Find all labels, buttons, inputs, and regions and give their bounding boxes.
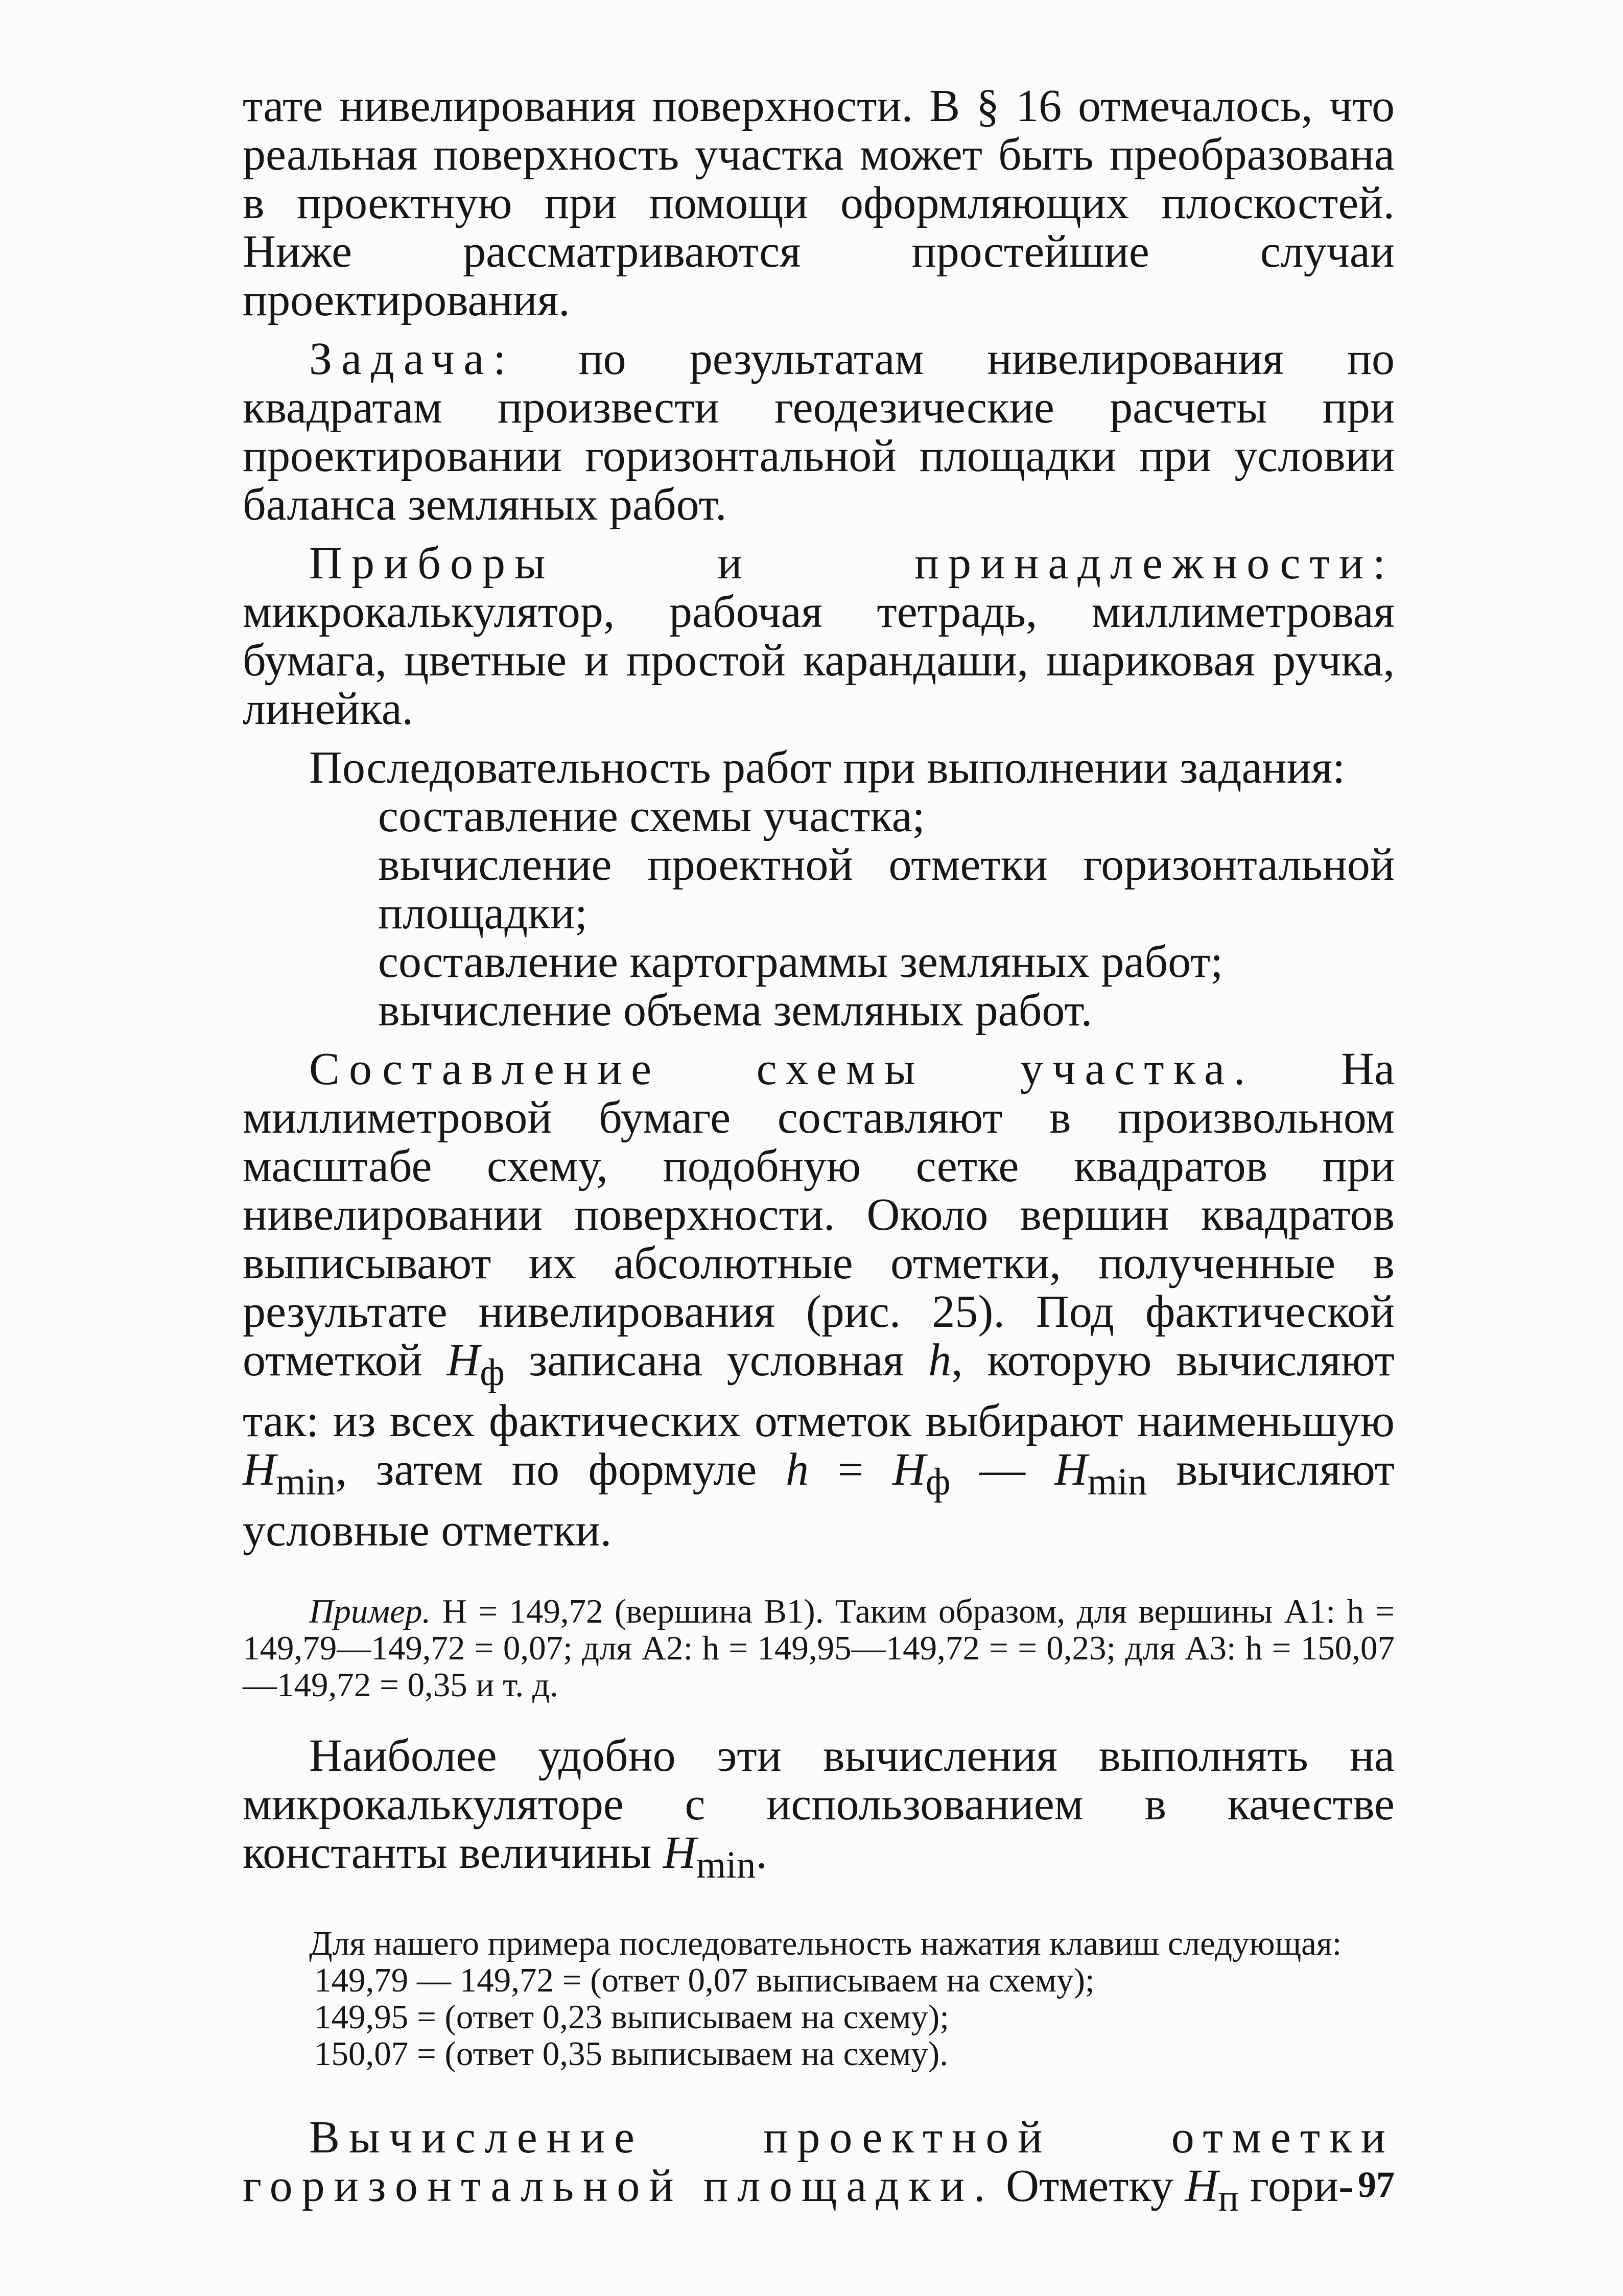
symbol-h-f: H	[446, 1335, 480, 1386]
formula-minus: —	[950, 1444, 1054, 1495]
formula-h: h	[785, 1444, 809, 1495]
scheme-text-5: вычисляют условные отметки.	[243, 1444, 1395, 1556]
task-paragraph	[243, 335, 1395, 529]
tools-text: микрокалькулятор, рабочая тетрадь, миллиметровая бумага, цветные и простой карандаши, шариковая ручка, линейка.	[243, 587, 1395, 734]
calc-end: .	[756, 1828, 767, 1878]
example-paragraph	[243, 1593, 1395, 1703]
scheme-text-2: записана условная	[504, 1335, 929, 1386]
symbol-h-n: H	[1185, 2161, 1218, 2211]
scheme-text-1: На миллиметровой бумаге составляют в произвольном масштабе схему, подобную сетке квадратов при нивелировании поверхности. Около вершин квадратов выписывают их абсолютные отметки, полученные в результате нивелирования (рис. 25). Под фактической отметкой	[243, 1044, 1395, 1386]
tools-label: Приборы и принадлежности:	[309, 538, 1395, 589]
calc-paragraph	[243, 1731, 1395, 1889]
task-label: Задача:	[309, 334, 515, 384]
list-item: составление схемы участка;	[378, 791, 925, 841]
list-item: составление картограммы земляных работ;	[378, 936, 1224, 987]
project-tail: гори-	[1238, 2161, 1354, 2211]
scheme-text-3: , которую вычисляют так: из всех фактических отметок выбирают наименьшую	[243, 1335, 1395, 1446]
formula-h-f: H	[892, 1444, 926, 1495]
scheme-paragraph	[243, 1045, 1395, 1555]
keys-intro: Для нашего примера последовательность нажатия клавиш следующая:	[309, 1925, 1342, 1962]
formula-sub: min	[1087, 1461, 1147, 1503]
sequence-intro: Последовательность работ при выполнении задания:	[309, 742, 1346, 793]
keys-line: 149,79 — 149,72 = (ответ 0,07 выписываем на схему);	[314, 1961, 1095, 1999]
formula-eq: =	[808, 1444, 892, 1495]
example-label: Пример.	[309, 1592, 431, 1630]
steps-list	[378, 792, 1395, 1035]
calc-text: Наиболее удобно эти вычисления выполнять на микрокалькуляторе с использованием в качестве константы величины	[243, 1730, 1395, 1878]
intro-paragraph: тате нивелирования поверхности. В § 16 отмечалось, что реальная поверхность участка может быть преобразована в проектную при помощи оформляющих плоскостей. Ниже рассматриваются простейшие случаи проектирования.	[243, 81, 1395, 325]
symbol-h: h	[928, 1335, 952, 1386]
list-item: вычисление объема земляных работ.	[378, 985, 1093, 1036]
symbol-sub: min	[276, 1461, 336, 1503]
keys-line: 149,95 = (ответ 0,23 выписываем на схему);	[314, 1998, 949, 2036]
list-item: вычисление проектной отметки горизонтальной площадки;	[378, 839, 1395, 939]
project-heading: Вычисление проектной отметки горизонтальной площадки.	[243, 2112, 1395, 2211]
example-text: H = 149,72 (вершина B1). Таким образом, для вершины A1: h = 149,79—149,72 = 0,07; для A2: h = 149,95—149,72 = = 0,23; для A3: h = 150,07—149,72 = 0,35 и т. д.	[243, 1592, 1395, 1704]
page-number: 97	[1358, 2164, 1395, 2205]
task-text: по результатам нивелирования по квадратам произвести геодезические расчеты при проектировании горизонтальной площадки при условии баланса земляных работ.	[243, 334, 1395, 530]
tools-paragraph	[243, 539, 1395, 733]
symbol-h-min: H	[243, 1444, 276, 1495]
symbol-sub: min	[696, 1844, 756, 1886]
scheme-text-4: , затем по формуле	[335, 1444, 786, 1495]
scheme-heading: Составление схемы участка.	[309, 1044, 1255, 1094]
symbol-h-min: H	[663, 1828, 696, 1878]
symbol-sub: п	[1218, 2177, 1239, 2219]
formula-h-min: H	[1054, 1444, 1088, 1495]
symbol-sub: ф	[480, 1351, 505, 1394]
formula-sub: ф	[925, 1461, 951, 1503]
project-text: Отметку	[994, 2161, 1185, 2211]
keys-line: 150,07 = (ответ 0,35 выписываем на схему).	[314, 2035, 948, 2073]
keys-block	[243, 1925, 1395, 2072]
page-content	[243, 82, 1395, 2222]
project-paragraph	[243, 2113, 1395, 2222]
